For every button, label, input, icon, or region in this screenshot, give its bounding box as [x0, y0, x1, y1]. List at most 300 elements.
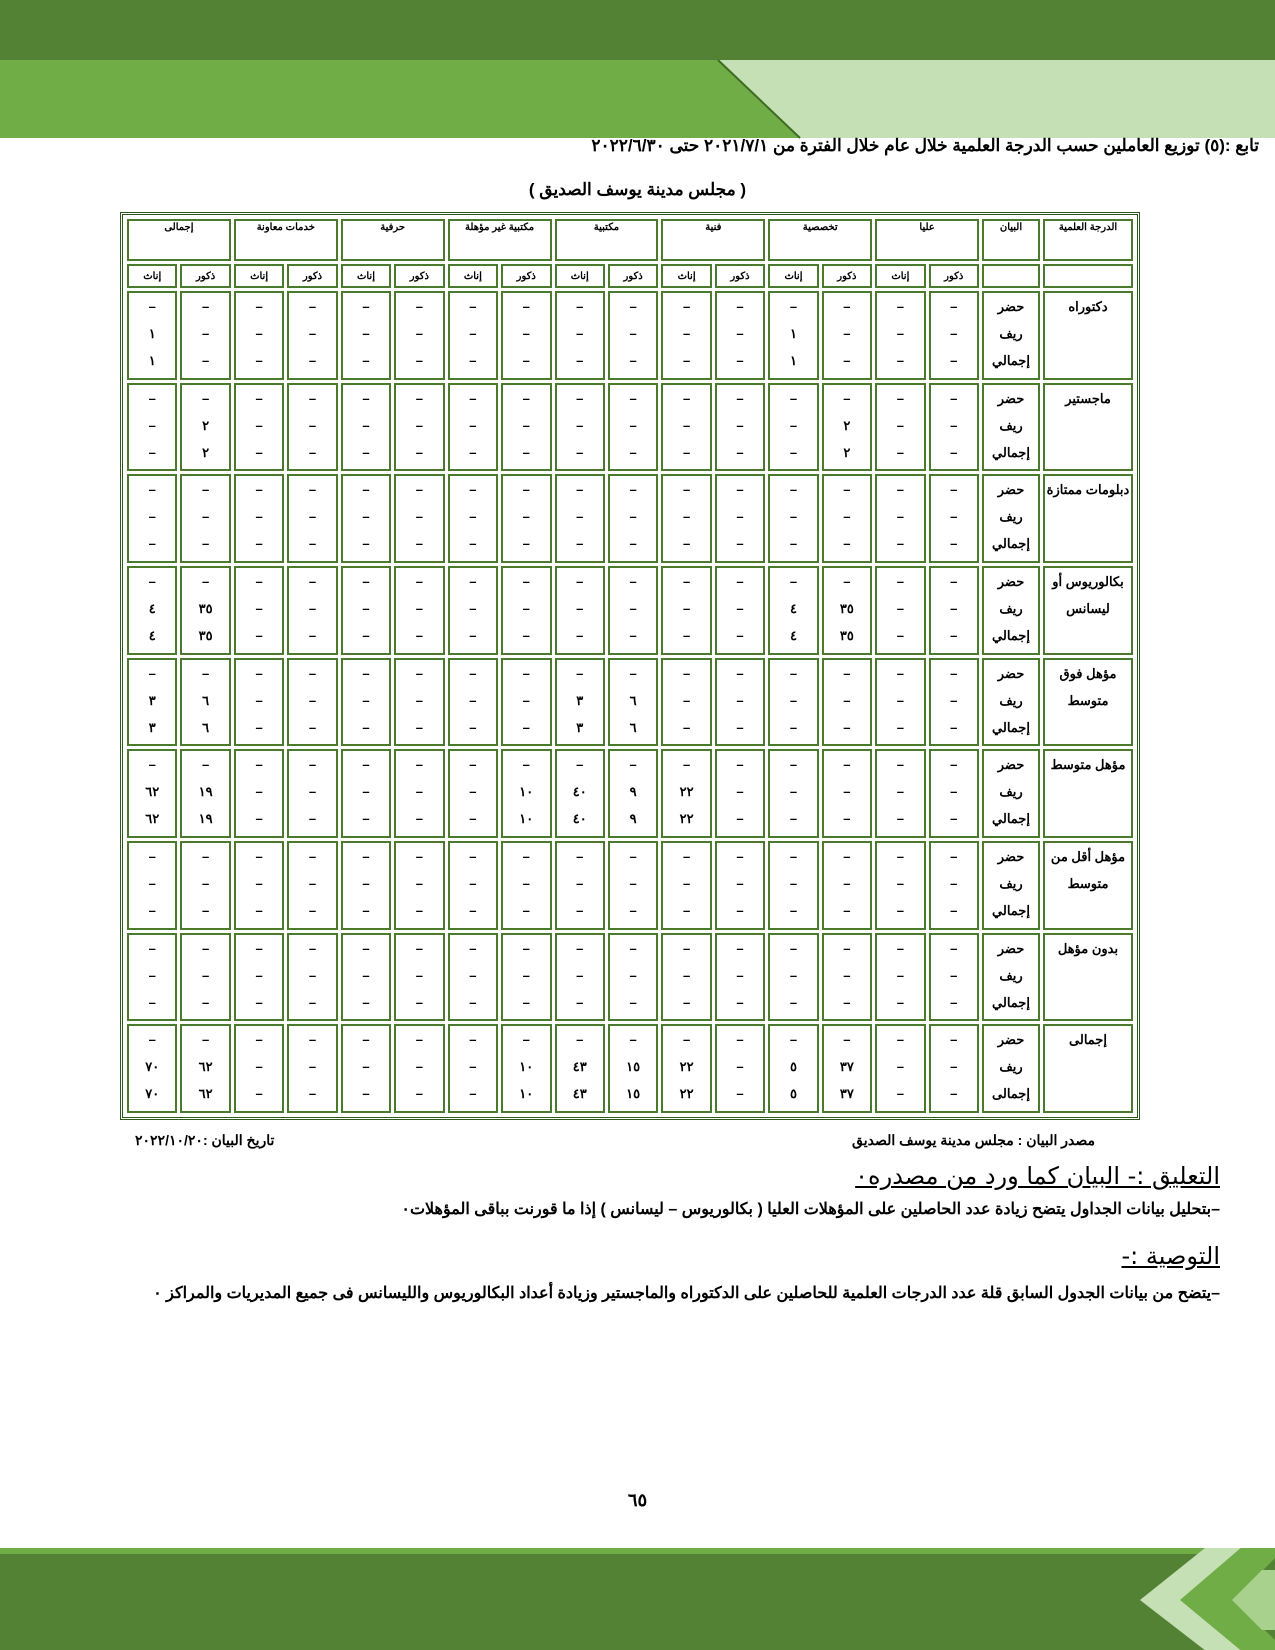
header-group: مكتبية غير مؤهلة: [448, 219, 552, 261]
value-cell: [180, 566, 230, 655]
value-cell: [661, 383, 711, 472]
table-row: [127, 841, 1133, 930]
header-group: خدمات معاونة: [234, 219, 338, 261]
stat-label: ريف: [999, 692, 1023, 708]
cell-value: –: [576, 482, 584, 498]
cell-value: –: [950, 994, 958, 1010]
cell-value: –: [789, 940, 798, 956]
cell-value: –: [736, 875, 744, 891]
stat-label: ريف: [999, 417, 1023, 433]
cell-value: –: [896, 573, 904, 589]
cell-value: –: [576, 994, 584, 1010]
cell-value: –: [522, 326, 530, 341]
subheader-male: ذكور: [715, 264, 765, 288]
cell-value: –: [415, 509, 424, 525]
cell-value: –: [789, 1032, 798, 1048]
cell-value: –: [576, 390, 584, 406]
cell-value: –: [950, 1032, 958, 1048]
cell-value: –: [148, 482, 156, 498]
cell-value: –: [469, 444, 477, 460]
table-row: [127, 291, 1133, 380]
value-cell: [715, 841, 765, 930]
cell-value: –: [843, 353, 851, 368]
cell-value: –: [950, 875, 958, 891]
cell-value: –: [843, 390, 851, 406]
cell-value: –: [415, 417, 424, 433]
cell-value: –: [736, 1059, 744, 1075]
value-cell: [501, 749, 551, 838]
value-cell: [180, 1024, 230, 1113]
cell-value: ١٥: [626, 1086, 641, 1102]
cell-value: –: [415, 848, 424, 864]
degree-label: مؤهل فوق متوسط: [1043, 658, 1133, 747]
cell-value: –: [736, 665, 744, 681]
cell-value: –: [255, 692, 263, 708]
cell-value: ٣: [576, 692, 584, 708]
value-cell: [661, 474, 711, 563]
value-cell: [127, 474, 177, 563]
cell-value: –: [896, 390, 904, 406]
value-cell: [661, 658, 711, 747]
cell-value: –: [843, 784, 851, 800]
value-cell: [234, 474, 284, 563]
cell-value: –: [308, 784, 317, 800]
cell-value: –: [255, 902, 263, 918]
cell-value: –: [950, 390, 958, 406]
cell-value: –: [843, 848, 851, 864]
value-cell: [822, 841, 872, 930]
value-cell: [287, 291, 337, 380]
table-row: [127, 383, 1133, 472]
value-cell: [661, 291, 711, 380]
subheader-female: إناث: [234, 264, 284, 288]
stat-labels: [982, 841, 1040, 930]
cell-value: –: [255, 1032, 263, 1048]
cell-value: –: [522, 875, 530, 891]
cell-value: –: [308, 482, 317, 498]
value-cell: [661, 566, 711, 655]
stat-label: إجمالي: [992, 536, 1030, 552]
value-cell: [180, 933, 230, 1022]
cell-value: –: [576, 848, 584, 864]
cell-value: –: [148, 967, 156, 983]
cell-value: –: [682, 848, 691, 864]
cell-value: –: [255, 444, 263, 460]
cell-value: –: [522, 600, 530, 616]
stat-label: إجمالي: [992, 719, 1030, 735]
cell-value: –: [682, 719, 691, 735]
cell-value: –: [308, 1032, 317, 1048]
value-cell: [929, 291, 979, 380]
cell-value: –: [522, 536, 530, 552]
value-cell: [287, 474, 337, 563]
cell-value: –: [576, 444, 584, 460]
value-cell: [822, 658, 872, 747]
table-row: [127, 933, 1133, 1022]
table-row: [127, 658, 1133, 747]
cell-value: –: [469, 811, 477, 827]
stat-labels: [982, 933, 1040, 1022]
cell-value: –: [843, 482, 851, 498]
value-cell: [394, 474, 444, 563]
value-cell: [234, 383, 284, 472]
cell-value: –: [469, 573, 477, 589]
cell-value: ١٩: [198, 784, 213, 800]
cell-value: –: [522, 390, 530, 406]
header-banner: [0, 0, 1275, 140]
cell-value: –: [843, 994, 851, 1010]
cell-value: –: [148, 875, 156, 891]
value-cell: [555, 291, 605, 380]
value-cell: [555, 658, 605, 747]
stat-label: إجمالي: [992, 353, 1030, 368]
cell-value: –: [736, 784, 744, 800]
cell-value: ١: [789, 353, 797, 368]
cell-value: –: [736, 482, 744, 498]
cell-value: –: [682, 902, 691, 918]
subheader-male: ذكور: [929, 264, 979, 288]
cell-value: –: [255, 353, 263, 368]
value-cell: [875, 383, 925, 472]
stat-label: ريف: [999, 1059, 1023, 1075]
cell-value: –: [629, 627, 637, 643]
cell-value: –: [308, 353, 317, 368]
cell-value: –: [629, 848, 637, 864]
cell-value: –: [362, 509, 370, 525]
cell-value: –: [682, 692, 691, 708]
cell-value: ١٩: [198, 811, 213, 827]
subheader-male: ذكور: [287, 264, 337, 288]
cell-value: –: [362, 1032, 370, 1048]
cell-value: –: [308, 848, 317, 864]
value-cell: [768, 566, 818, 655]
cell-value: –: [629, 536, 637, 552]
cell-value: –: [629, 482, 637, 498]
stat-label: إجمالي: [992, 811, 1030, 827]
value-cell: [768, 291, 818, 380]
cell-value: –: [682, 390, 691, 406]
value-cell: [822, 933, 872, 1022]
header-group: تخصصية: [768, 219, 872, 261]
cell-value: –: [362, 994, 370, 1010]
value-cell: [180, 749, 230, 838]
cell-value: –: [522, 417, 530, 433]
cell-value: –: [682, 600, 691, 616]
value-cell: [501, 474, 551, 563]
cell-value: –: [469, 665, 477, 681]
value-cell: [608, 658, 658, 747]
subheader-female: إناث: [768, 264, 818, 288]
cell-value: –: [576, 600, 584, 616]
value-cell: [715, 566, 765, 655]
cell-value: –: [522, 573, 530, 589]
cell-value: –: [950, 757, 958, 773]
cell-value: ٣٥: [839, 627, 854, 643]
cell-value: –: [469, 1086, 477, 1102]
stat-label: ريف: [999, 600, 1023, 616]
value-cell: [394, 841, 444, 930]
stat-label: حضر: [997, 848, 1025, 864]
value-cell: [394, 566, 444, 655]
value-cell: [715, 658, 765, 747]
value-cell: [822, 749, 872, 838]
cell-value: –: [308, 299, 317, 314]
stat-label: حضر: [997, 390, 1025, 406]
value-cell: [341, 1024, 391, 1113]
cell-value: ٤: [148, 600, 156, 616]
cell-value: ٢٢: [679, 784, 694, 800]
value-cell: [448, 658, 498, 747]
value-cell: [608, 474, 658, 563]
subheader-female: إناث: [555, 264, 605, 288]
value-cell: [287, 383, 337, 472]
cell-value: –: [362, 692, 370, 708]
value-cell: [234, 566, 284, 655]
cell-value: –: [789, 299, 798, 314]
cell-value: –: [629, 417, 637, 433]
cell-value: –: [736, 902, 744, 918]
value-cell: [822, 474, 872, 563]
cell-value: –: [255, 536, 263, 552]
cell-value: –: [522, 967, 530, 983]
cell-value: –: [682, 875, 691, 891]
cell-value: –: [576, 665, 584, 681]
cell-value: –: [896, 811, 904, 827]
cell-value: –: [896, 326, 904, 341]
cell-value: –: [415, 757, 424, 773]
cell-value: –: [308, 627, 317, 643]
cell-value: –: [415, 536, 424, 552]
cell-value: –: [469, 875, 477, 891]
cell-value: –: [148, 665, 156, 681]
value-cell: [822, 291, 872, 380]
stat-label: ريف: [999, 967, 1023, 983]
cell-value: –: [415, 1059, 424, 1075]
cell-value: –: [682, 994, 691, 1010]
value-cell: [501, 566, 551, 655]
stat-label: حضر: [997, 940, 1025, 956]
cell-value: –: [362, 536, 370, 552]
value-cell: [875, 841, 925, 930]
stat-labels: [982, 658, 1040, 747]
comment-text: –بتحليل بيانات الجداول يتضح زيادة عدد الحاصلين على المؤهلات العليا ( بكالوريوس – ليسانس ) إذا ما قورنت بباقى المؤهلات٠: [401, 1201, 1220, 1218]
cell-value: –: [789, 875, 798, 891]
value-cell: [661, 1024, 711, 1113]
cell-value: ٩: [629, 811, 637, 827]
value-cell: [127, 291, 177, 380]
cell-value: –: [308, 665, 317, 681]
cell-value: –: [950, 536, 958, 552]
cell-value: ٣: [576, 719, 584, 735]
cell-value: ٤٣: [572, 1059, 587, 1075]
value-cell: [715, 933, 765, 1022]
cell-value: ٢: [843, 444, 851, 460]
value-cell: [555, 841, 605, 930]
cell-value: –: [469, 326, 477, 341]
cell-value: ٤: [789, 600, 797, 616]
cell-value: –: [682, 299, 691, 314]
cell-value: –: [682, 417, 691, 433]
cell-value: –: [522, 299, 530, 314]
cell-value: –: [789, 811, 798, 827]
cell-value: –: [469, 692, 477, 708]
cell-value: –: [682, 940, 691, 956]
value-cell: [394, 933, 444, 1022]
cell-value: –: [576, 536, 584, 552]
stat-label: إجمالى: [992, 1086, 1030, 1102]
cell-value: –: [576, 757, 584, 773]
page-number: ٦٥: [627, 1490, 648, 1510]
cell-value: –: [415, 784, 424, 800]
subheader-empty: [1043, 264, 1133, 288]
cell-value: ٦: [202, 692, 210, 708]
value-cell: [127, 933, 177, 1022]
cell-value: –: [255, 299, 263, 314]
value-cell: [127, 383, 177, 472]
cell-value: –: [843, 299, 851, 314]
table-row: [127, 566, 1133, 655]
value-cell: [768, 933, 818, 1022]
cell-value: ٢٢: [679, 811, 694, 827]
cell-value: –: [950, 784, 958, 800]
cell-value: –: [682, 665, 691, 681]
cell-value: –: [255, 417, 263, 433]
table-subtitle: ( مجلس مدينة يوسف الصديق ): [528, 180, 747, 199]
cell-value: –: [415, 902, 424, 918]
cell-value: ٢: [202, 444, 210, 460]
cell-value: –: [522, 444, 530, 460]
value-cell: [287, 1024, 337, 1113]
cell-value: –: [789, 536, 798, 552]
cell-value: –: [362, 390, 370, 406]
cell-value: –: [255, 627, 263, 643]
cell-value: –: [202, 573, 210, 589]
header-degree: الدرجة العلمية: [1043, 219, 1133, 261]
subheader-empty: [982, 264, 1040, 288]
value-cell: [661, 933, 711, 1022]
value-cell: [555, 474, 605, 563]
cell-value: –: [950, 353, 958, 368]
cell-value: –: [950, 482, 958, 498]
cell-value: –: [736, 573, 744, 589]
cell-value: –: [789, 757, 798, 773]
cell-value: –: [682, 482, 691, 498]
cell-value: –: [576, 902, 584, 918]
cell-value: –: [415, 1032, 424, 1048]
value-cell: [394, 658, 444, 747]
cell-value: –: [576, 509, 584, 525]
cell-value: –: [789, 784, 798, 800]
stat-label: حضر: [997, 573, 1025, 589]
cell-value: –: [843, 326, 851, 341]
cell-value: –: [202, 482, 210, 498]
cell-value: –: [202, 848, 210, 864]
cell-value: –: [255, 940, 263, 956]
cell-value: –: [148, 757, 156, 773]
cell-value: –: [896, 1086, 904, 1102]
table-row: [127, 749, 1133, 838]
cell-value: –: [736, 848, 744, 864]
cell-value: –: [736, 417, 744, 433]
value-cell: [234, 291, 284, 380]
value-cell: [341, 841, 391, 930]
cell-value: –: [469, 417, 477, 433]
cell-value: –: [148, 536, 156, 552]
cell-value: –: [469, 994, 477, 1010]
value-cell: [180, 474, 230, 563]
cell-value: –: [789, 665, 798, 681]
value-cell: [875, 291, 925, 380]
cell-value: –: [843, 692, 851, 708]
stat-label: حضر: [997, 665, 1025, 681]
cell-value: –: [415, 444, 424, 460]
cell-value: –: [415, 299, 424, 314]
cell-value: –: [736, 600, 744, 616]
cell-value: –: [415, 326, 424, 341]
cell-value: –: [629, 573, 637, 589]
subheader-male: ذكور: [180, 264, 230, 288]
value-cell: [715, 291, 765, 380]
cell-value: –: [415, 353, 424, 368]
cell-value: –: [682, 509, 691, 525]
subheader-male: ذكور: [501, 264, 551, 288]
cell-value: ١٠: [519, 811, 534, 827]
cell-value: –: [896, 1032, 904, 1048]
cell-value: ١: [148, 326, 156, 341]
cell-value: –: [736, 994, 744, 1010]
cell-value: –: [255, 600, 263, 616]
cell-value: –: [789, 692, 798, 708]
cell-value: ١: [148, 353, 156, 368]
value-cell: [608, 1024, 658, 1113]
cell-value: –: [255, 967, 263, 983]
cell-value: –: [576, 967, 584, 983]
cell-value: –: [576, 1032, 584, 1048]
cell-value: –: [736, 811, 744, 827]
cell-value: –: [362, 757, 370, 773]
cell-value: –: [202, 536, 210, 552]
value-cell: [127, 1024, 177, 1113]
value-cell: [929, 474, 979, 563]
cell-value: –: [629, 299, 637, 314]
value-cell: [555, 933, 605, 1022]
value-cell: [448, 383, 498, 472]
cell-value: –: [255, 665, 263, 681]
value-cell: [180, 291, 230, 380]
cell-value: –: [255, 390, 263, 406]
stat-labels: [982, 291, 1040, 380]
cell-value: –: [896, 627, 904, 643]
header-group: عليا: [875, 219, 979, 261]
cell-value: –: [789, 902, 798, 918]
value-cell: [608, 383, 658, 472]
cell-value: –: [202, 875, 210, 891]
cell-value: –: [789, 719, 798, 735]
cell-value: ٢: [843, 417, 851, 433]
value-cell: [875, 933, 925, 1022]
cell-value: ٤٣: [572, 1086, 587, 1102]
value-cell: [394, 1024, 444, 1113]
cell-value: –: [308, 1086, 317, 1102]
cell-value: ٧٠: [145, 1059, 160, 1075]
cell-value: ٦٢: [198, 1086, 213, 1102]
cell-value: –: [896, 417, 904, 433]
cell-value: –: [896, 994, 904, 1010]
cell-value: –: [950, 967, 958, 983]
cell-value: –: [522, 353, 530, 368]
degree-label: إجمالى: [1043, 1024, 1133, 1113]
value-cell: [394, 291, 444, 380]
